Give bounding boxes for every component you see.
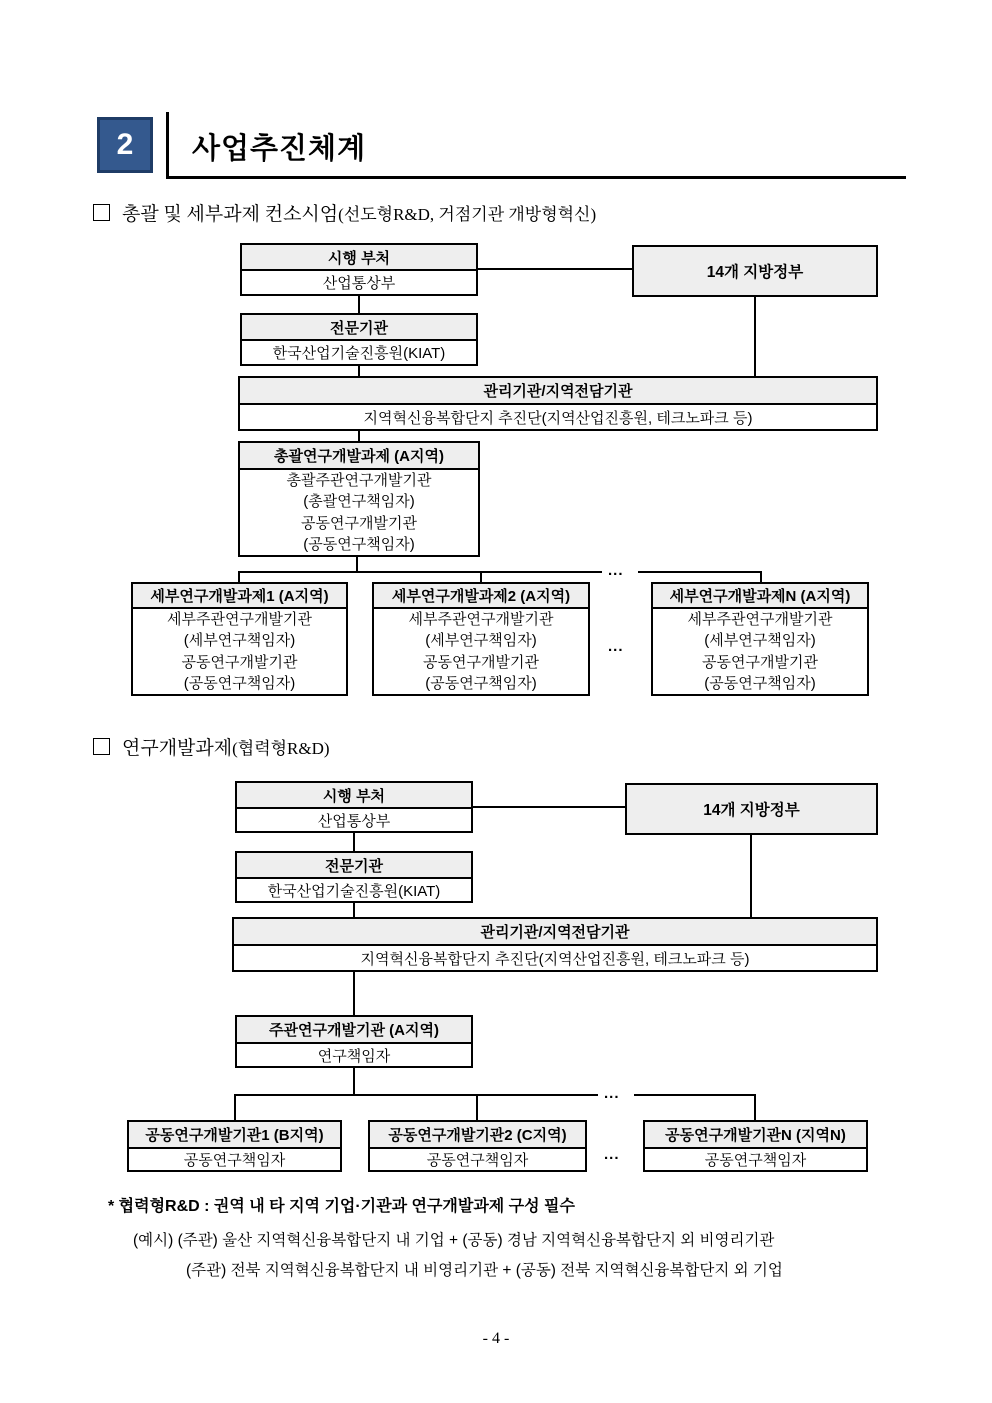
d1-sub2-line: 공동연구개발기관 xyxy=(423,653,539,671)
d1-ministry-header: 시행 부처 xyxy=(242,245,476,271)
d1-mgmt-header: 관리기관/지역전담기관 xyxy=(240,378,876,405)
d2-ellipsis-rail: ... xyxy=(604,1085,620,1102)
d2-agency-header: 전문기관 xyxy=(237,853,471,879)
d1-agency-box xyxy=(240,313,478,366)
square-bullet-icon xyxy=(93,738,110,755)
section-number-badge: 2 xyxy=(97,117,153,173)
connector-line xyxy=(353,1068,355,1095)
d2-coN-body: 공동연구책임자 xyxy=(704,1152,807,1169)
connector-line xyxy=(238,571,240,582)
d1-localgov-box: 14개 지방정부 xyxy=(632,245,878,297)
d1-sub1-line: (세부연구책임자) xyxy=(183,632,296,649)
d1-sub2-box xyxy=(372,582,590,696)
d2-lead-header: 주관연구개발기관 (A지역) xyxy=(237,1017,471,1044)
d2-coN-header: 공동연구개발기관N (지역N) xyxy=(645,1122,866,1149)
connector-line xyxy=(353,972,355,1015)
connector-line xyxy=(234,1094,598,1096)
connector-line xyxy=(358,366,360,376)
d1-sub2-body xyxy=(374,609,588,694)
connector-line xyxy=(478,268,632,270)
title-left-bar xyxy=(166,112,169,178)
d1-total-line: (총괄연구책임자) xyxy=(303,493,415,510)
d1-total-header: 총괄연구개발과제 (A지역) xyxy=(240,443,478,470)
section1-text: 총괄 및 세부과제 컨소시엄 xyxy=(122,204,339,225)
connector-line xyxy=(750,835,752,917)
connector-line xyxy=(480,571,482,582)
d2-ministry-box xyxy=(235,781,473,833)
d2-co2-box xyxy=(368,1120,587,1172)
footnote-line3: (주관) 전북 지역혁신융복합단지 내 비영리기관 + (공동) 전북 지역혁신융복합단지 외 기업 xyxy=(186,1262,783,1279)
d1-total-body xyxy=(240,470,478,555)
d1-subN-line: 세부주관연구개발기관 xyxy=(687,610,833,628)
d1-agency-header: 전문기관 xyxy=(242,315,476,341)
connector-line xyxy=(476,1094,478,1120)
d1-sub1-box xyxy=(131,582,348,696)
section1-paren: (선도형R&D, 거점기관 개방형혁신) xyxy=(338,205,597,224)
connector-line xyxy=(754,1094,756,1120)
d1-sub2-line: 세부주관연구개발기관 xyxy=(408,610,554,628)
page-title: 사업추진체계 xyxy=(192,133,367,165)
d1-total-line: (공동연구책임자) xyxy=(303,536,415,553)
section2-label xyxy=(93,733,330,760)
page-number: - 4 - xyxy=(482,1330,510,1347)
d2-co1-header: 공동연구개발기관1 (B지역) xyxy=(129,1122,340,1149)
d2-co1-box xyxy=(127,1120,342,1172)
connector-line xyxy=(754,297,756,376)
footnote-line1: * 협력형R&D : 권역 내 타 지역 기업·기관과 연구개발과제 구성 필수 xyxy=(108,1198,575,1215)
d1-total-line: 공동연구개발기관 xyxy=(301,514,417,532)
connector-line xyxy=(473,806,625,808)
d1-subN-body xyxy=(653,609,867,694)
d1-ministry-body: 산업통상부 xyxy=(322,275,396,292)
square-bullet-icon xyxy=(93,204,110,221)
connector-line xyxy=(234,1094,236,1120)
connector-line xyxy=(238,571,602,573)
d1-ministry-box xyxy=(240,243,478,296)
connector-line xyxy=(353,833,355,851)
title-underline xyxy=(166,176,906,179)
d1-mgmt-box xyxy=(238,376,878,431)
d1-sub1-body xyxy=(133,609,346,694)
connector-line xyxy=(353,903,355,917)
connector-line xyxy=(358,296,360,313)
d1-ellipsis-mid: ... xyxy=(608,638,624,655)
d1-agency-body: 한국산업기술진흥원(KIAT) xyxy=(272,345,446,362)
connector-line xyxy=(358,431,360,441)
section1-label xyxy=(93,199,596,226)
d2-co2-body: 공동연구책임자 xyxy=(426,1152,529,1169)
connector-line xyxy=(638,571,762,573)
d2-agency-body: 한국산업기술진흥원(KIAT) xyxy=(267,882,441,900)
d2-ellipsis-mid: ... xyxy=(604,1146,620,1163)
d1-sub2-line: (공동연구책임자) xyxy=(425,675,537,692)
section2-text: 연구개발과제 xyxy=(122,738,233,759)
d2-ministry-body: 산업통상부 xyxy=(317,812,391,830)
d2-mgmt-body: 지역혁신융복합단지 추진단(지역산업진흥원, 테크노파크 등) xyxy=(360,950,750,968)
d2-mgmt-header: 관리기관/지역전담기관 xyxy=(234,919,876,946)
d2-co1-body: 공동연구책임자 xyxy=(183,1152,286,1169)
d1-subN-line: (공동연구책임자) xyxy=(704,675,816,692)
d2-co2-header: 공동연구개발기관2 (C지역) xyxy=(370,1122,585,1149)
d1-total-line: 총괄주관연구개발기관 xyxy=(286,471,432,489)
d1-subN-box xyxy=(651,582,869,696)
d2-mgmt-box xyxy=(232,917,878,972)
d2-coN-box xyxy=(643,1120,868,1172)
connector-line xyxy=(356,557,358,572)
d2-lead-body: 연구책임자 xyxy=(317,1047,391,1065)
d1-sub2-line: (세부연구책임자) xyxy=(425,632,537,649)
d1-subN-header: 세부연구개발과제N (A지역) xyxy=(653,584,867,609)
connector-line xyxy=(634,1094,756,1096)
d2-localgov-box: 14개 지방정부 xyxy=(625,783,878,835)
connector-line xyxy=(760,571,762,582)
d1-subN-line: (세부연구책임자) xyxy=(704,632,816,649)
d1-total-box xyxy=(238,441,480,557)
d1-sub1-line: (공동연구책임자) xyxy=(183,675,296,692)
d1-sub1-line: 공동연구개발기관 xyxy=(181,653,298,671)
d2-agency-box xyxy=(235,851,473,903)
d1-subN-line: 공동연구개발기관 xyxy=(702,653,818,671)
d1-ellipsis-rail: ... xyxy=(608,562,624,579)
section2-paren: (협력형R&D) xyxy=(232,739,330,758)
d1-sub2-header: 세부연구개발과제2 (A지역) xyxy=(374,584,588,609)
d2-lead-box xyxy=(235,1015,473,1068)
d1-sub1-header: 세부연구개발과제1 (A지역) xyxy=(133,584,346,609)
d1-sub1-line: 세부주관연구개발기관 xyxy=(167,610,312,628)
d2-ministry-header: 시행 부처 xyxy=(237,783,471,809)
footnote-line2: (예시) (주관) 울산 지역혁신융복합단지 내 기업 + (공동) 경남 지역혁신융복합단지 외 비영리기관 xyxy=(133,1232,775,1249)
d1-mgmt-body: 지역혁신융복합단지 추진단(지역산업진흥원, 테크노파크 등) xyxy=(363,409,753,427)
